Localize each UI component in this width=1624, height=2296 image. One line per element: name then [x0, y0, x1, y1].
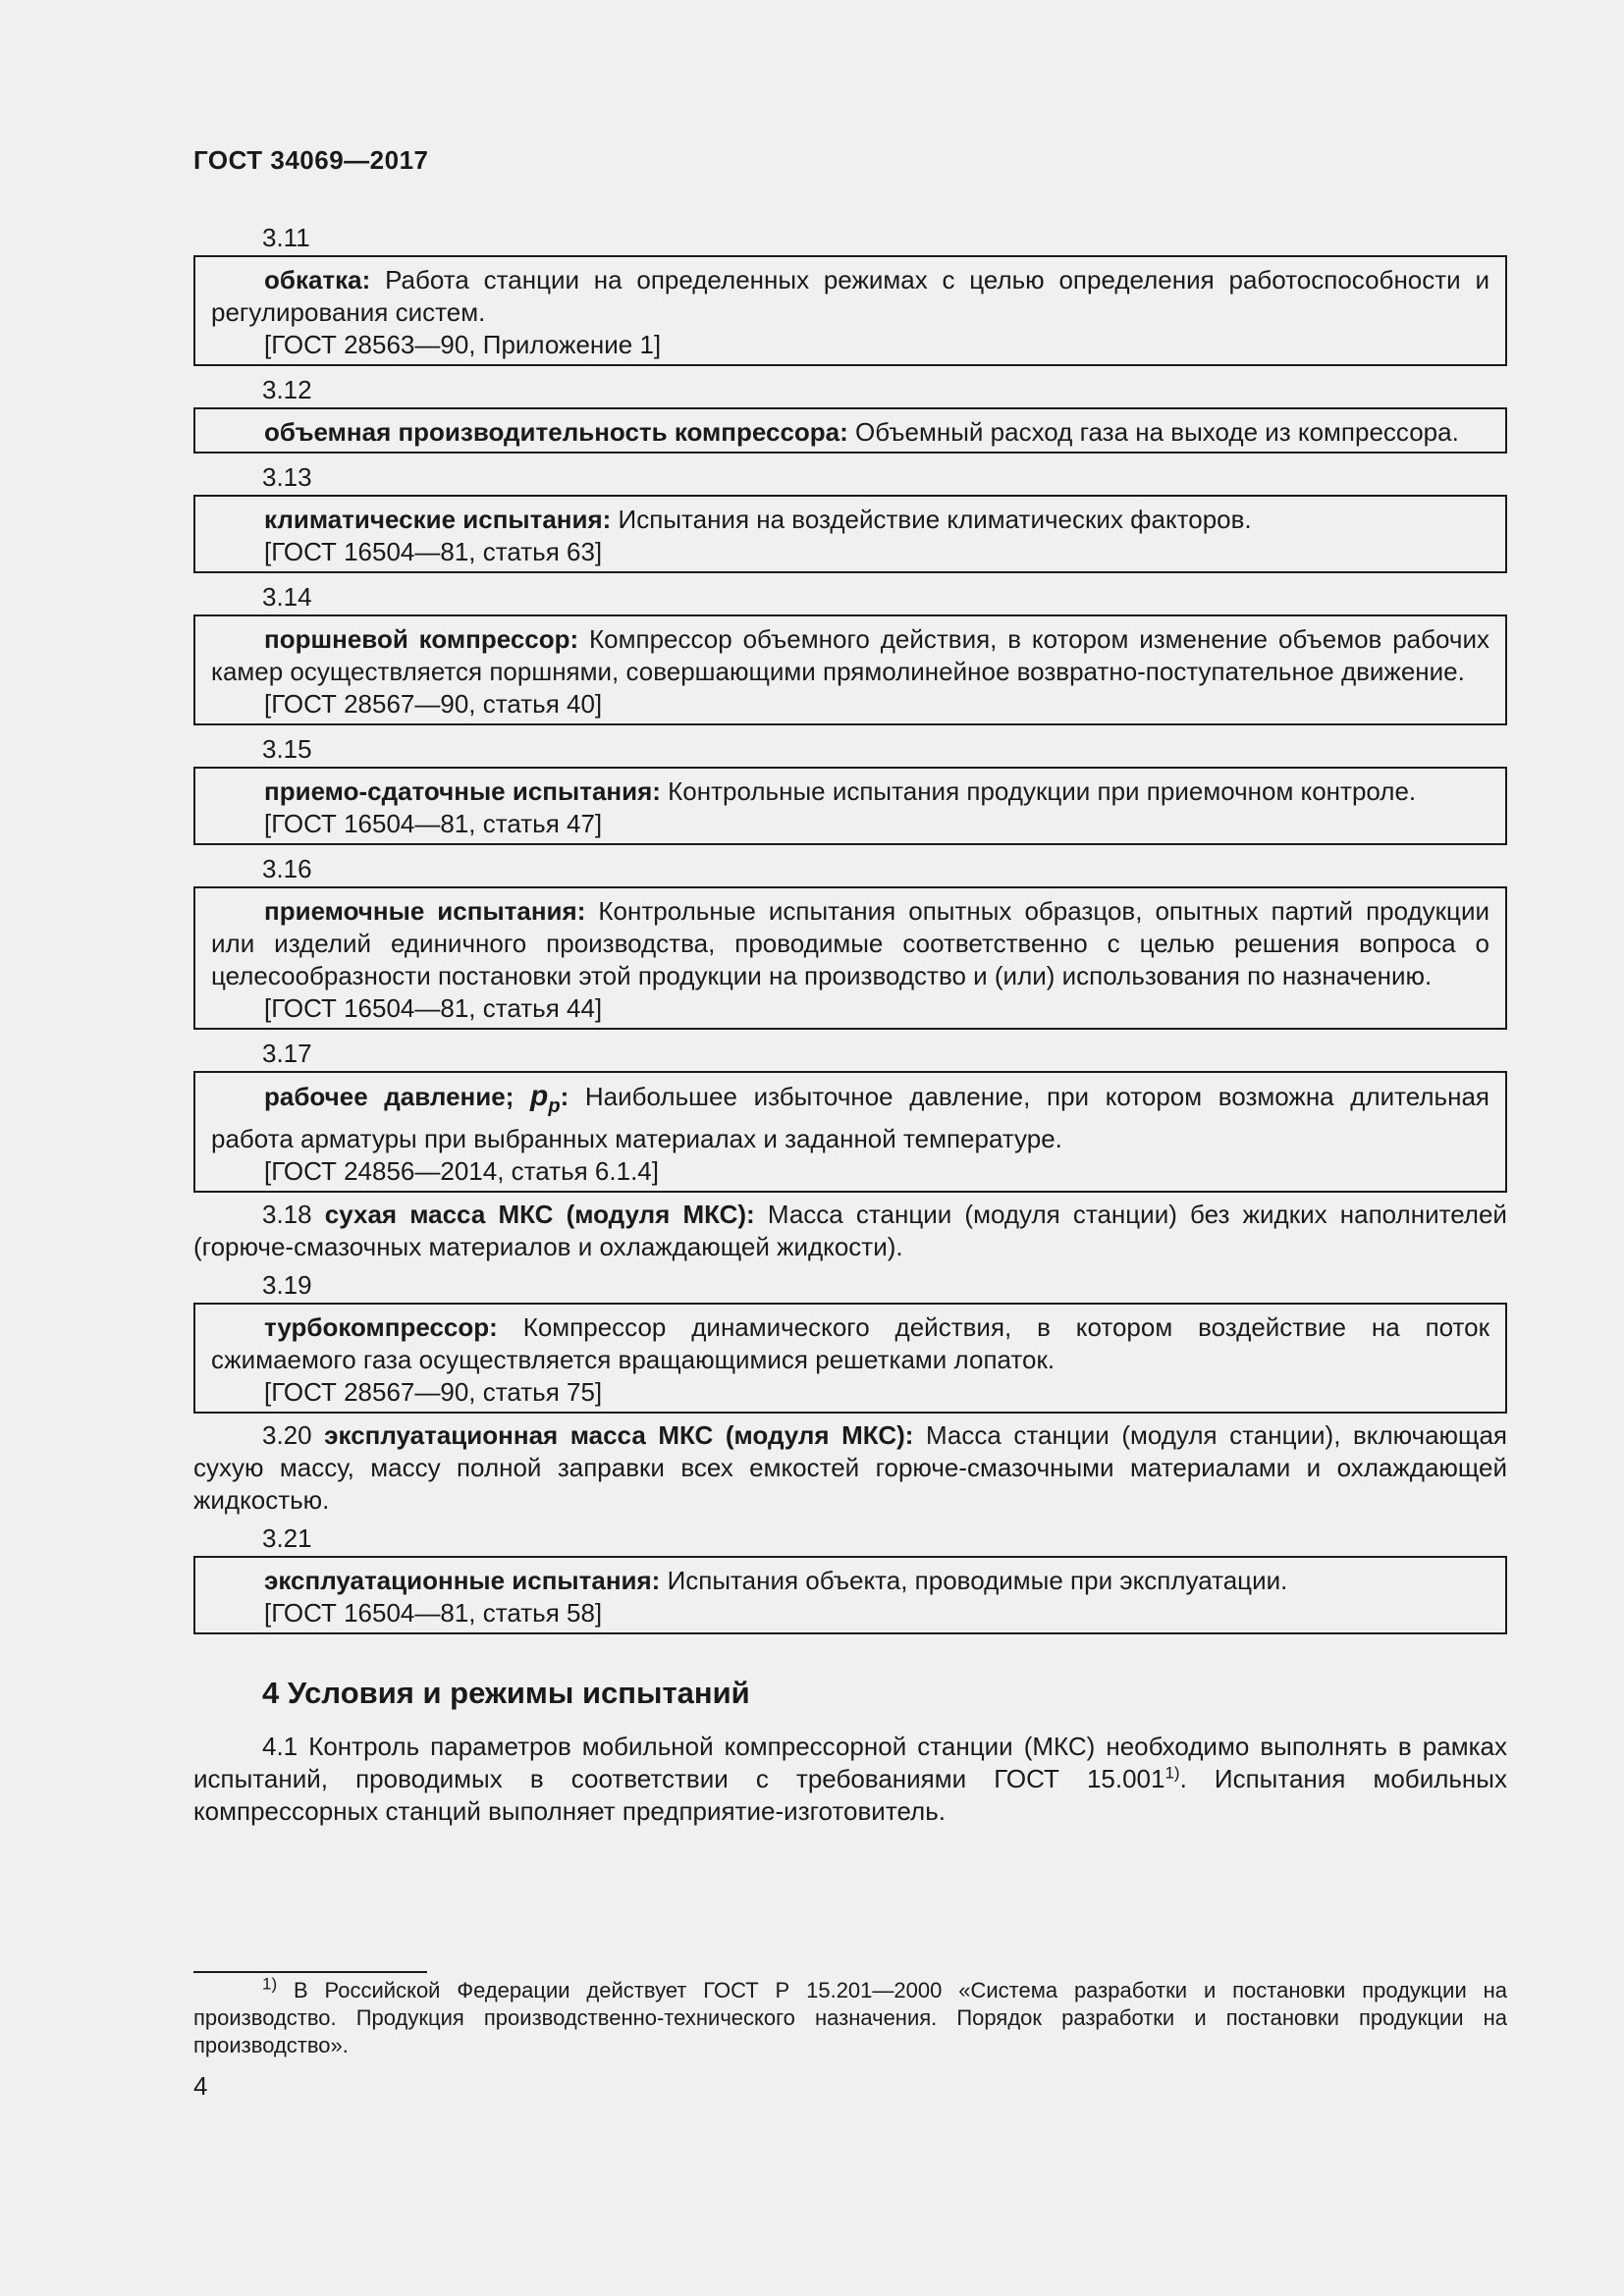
term-source: [ГОСТ 16504—81, статья 47]: [264, 809, 603, 838]
term-definition: 3.18 сухая масса МКС (модуля МКС): Масса станции (модуля станции) без жидких наполнителей (горюче-смазочных материалов и охлаждающей жидкости).: [193, 1200, 1507, 1261]
term-number: 3.13: [262, 462, 312, 492]
term-name: приемочные испытания:: [264, 896, 586, 926]
term-definition: приемо-сдаточные испытания: Контрольные испытания продукции при приемочном контроле.: [264, 776, 1417, 806]
term-name: поршневой компрессор:: [264, 624, 579, 654]
term-definition: 3.20 эксплуатационная масса МКС (модуля МКС): Масса станции (модуля станции), включающая сухую массу, массу полной заправки всех емкостей горюче-смазочными материалами и охлаждающей жидкостью.: [193, 1420, 1507, 1515]
term-box: [193, 767, 1507, 845]
section-paragraph: 4.1 Контроль параметров мобильной компрессорной станции (МКС) необходимо выполнять в рамках испытаний, проводимых в соответствии с требованиями ГОСТ 15.001$^{1)}$. Испытания мобильных компрессорных станций выполняет предприятие-изготовитель.: [193, 1732, 1507, 1826]
term-definition: поршневой компрессор: Компрессор объемного действия, в котором изменение объемов рабочих камер осуществляется поршнями, совершающими прямолинейное возвратно-поступательное движение.: [211, 624, 1489, 686]
term-name: эксплуатационные испытания:: [264, 1566, 661, 1595]
term-box: [193, 495, 1507, 573]
term-name: объемная производительность компрессора:: [264, 417, 848, 447]
term-name: эксплуатационная масса МКС (модуля МКС):: [324, 1420, 914, 1450]
term-box: [193, 1071, 1507, 1193]
term-number: 3.11: [262, 223, 310, 252]
term-source: [ГОСТ 24856—2014, статья 6.1.4]: [264, 1156, 659, 1186]
term-paragraph: [193, 1419, 1507, 1517]
section-heading: 4 Условия и режимы испытаний: [262, 1676, 750, 1710]
footnote-ref[interactable]: 1): [1164, 1763, 1180, 1783]
term-source: [ГОСТ 28563—90, Приложение 1]: [264, 330, 662, 359]
term-definition: рабочее давление; $p_p$: Наибольшее избыточное давление, при котором возможна длительная работа арматуры при выбранных материалах и заданной температуре.: [211, 1080, 1489, 1153]
term-definition: климатические испытания: Испытания на воздействие климатических факторов.: [264, 505, 1252, 534]
term-name: сухая масса МКС (модуля МКС):: [324, 1200, 755, 1229]
term-definition: приемочные испытания: Контрольные испытания опытных образцов, опытных партий продукции или изделий единичного производства, проводимые соответственно с целью решения вопроса о целесообразности постановки этой продукции на производство и (или) использования по назначению.: [211, 896, 1489, 990]
term-number: 3.20: [262, 1420, 312, 1450]
terms-content: [193, 220, 1507, 1832]
term-number: 3.19: [262, 1270, 312, 1300]
page-number: 4: [193, 2071, 208, 2101]
term-box: [193, 614, 1507, 725]
term-name: климатические испытания:: [264, 505, 612, 534]
term-source: [ГОСТ 28567—90, статья 40]: [264, 689, 603, 719]
term-source: [ГОСТ 16504—81, статья 63]: [264, 537, 603, 566]
term-box: [193, 886, 1507, 1030]
term-number: 3.12: [262, 375, 312, 404]
term-name: приемо-сдаточные испытания:: [264, 776, 661, 806]
term-number: 3.15: [262, 734, 312, 764]
term-number: 3.16: [262, 854, 312, 883]
term-number: 3.17: [262, 1039, 312, 1068]
term-definition: эксплуатационные испытания: Испытания объекта, проводимые при эксплуатации.: [264, 1566, 1288, 1595]
term-paragraph: [193, 1199, 1507, 1263]
term-source: [ГОСТ 28567—90, статья 75]: [264, 1377, 603, 1407]
footnote-mark: 1): [262, 1974, 278, 1994]
term-box: [193, 407, 1507, 454]
term-number: 3.14: [262, 582, 312, 612]
term-source: [ГОСТ 16504—81, статья 58]: [264, 1598, 603, 1628]
term-number: 3.21: [262, 1523, 312, 1553]
document-header: ГОСТ 34069—2017: [193, 145, 429, 175]
term-number: 3.18: [262, 1200, 312, 1229]
term-box: [193, 1556, 1507, 1634]
term-name: обкатка:: [264, 265, 371, 294]
term-name: турбокомпрессор:: [264, 1312, 498, 1342]
term-definition: турбокомпрессор: Компрессор динамического действия, в котором воздействие на поток сжимаемого газа осуществляется вращающимися решетками лопаток.: [211, 1312, 1489, 1374]
term-definition: объемная производительность компрессора: Объемный расход газа на выходе из компрессора.: [264, 417, 1459, 447]
term-source: [ГОСТ 16504—81, статья 44]: [264, 993, 603, 1023]
term-symbol: $p_p$: [530, 1080, 561, 1117]
footnote-divider: [193, 1971, 427, 1973]
footnote: $^{1)}$ В Российской Федерации действует ГОСТ Р 15.201—2000 «Система разработки и постановки продукции на производство. Продукция производственно-технического назначения. Порядок разработки и постановки продукции на производство».: [193, 1974, 1507, 2057]
term-definition: обкатка: Работа станции на определенных режимах с целью определения работоспособности и регулирования систем.: [211, 265, 1489, 327]
term-box: [193, 255, 1507, 366]
term-name: рабочее давление;: [264, 1082, 514, 1111]
term-box: [193, 1303, 1507, 1414]
